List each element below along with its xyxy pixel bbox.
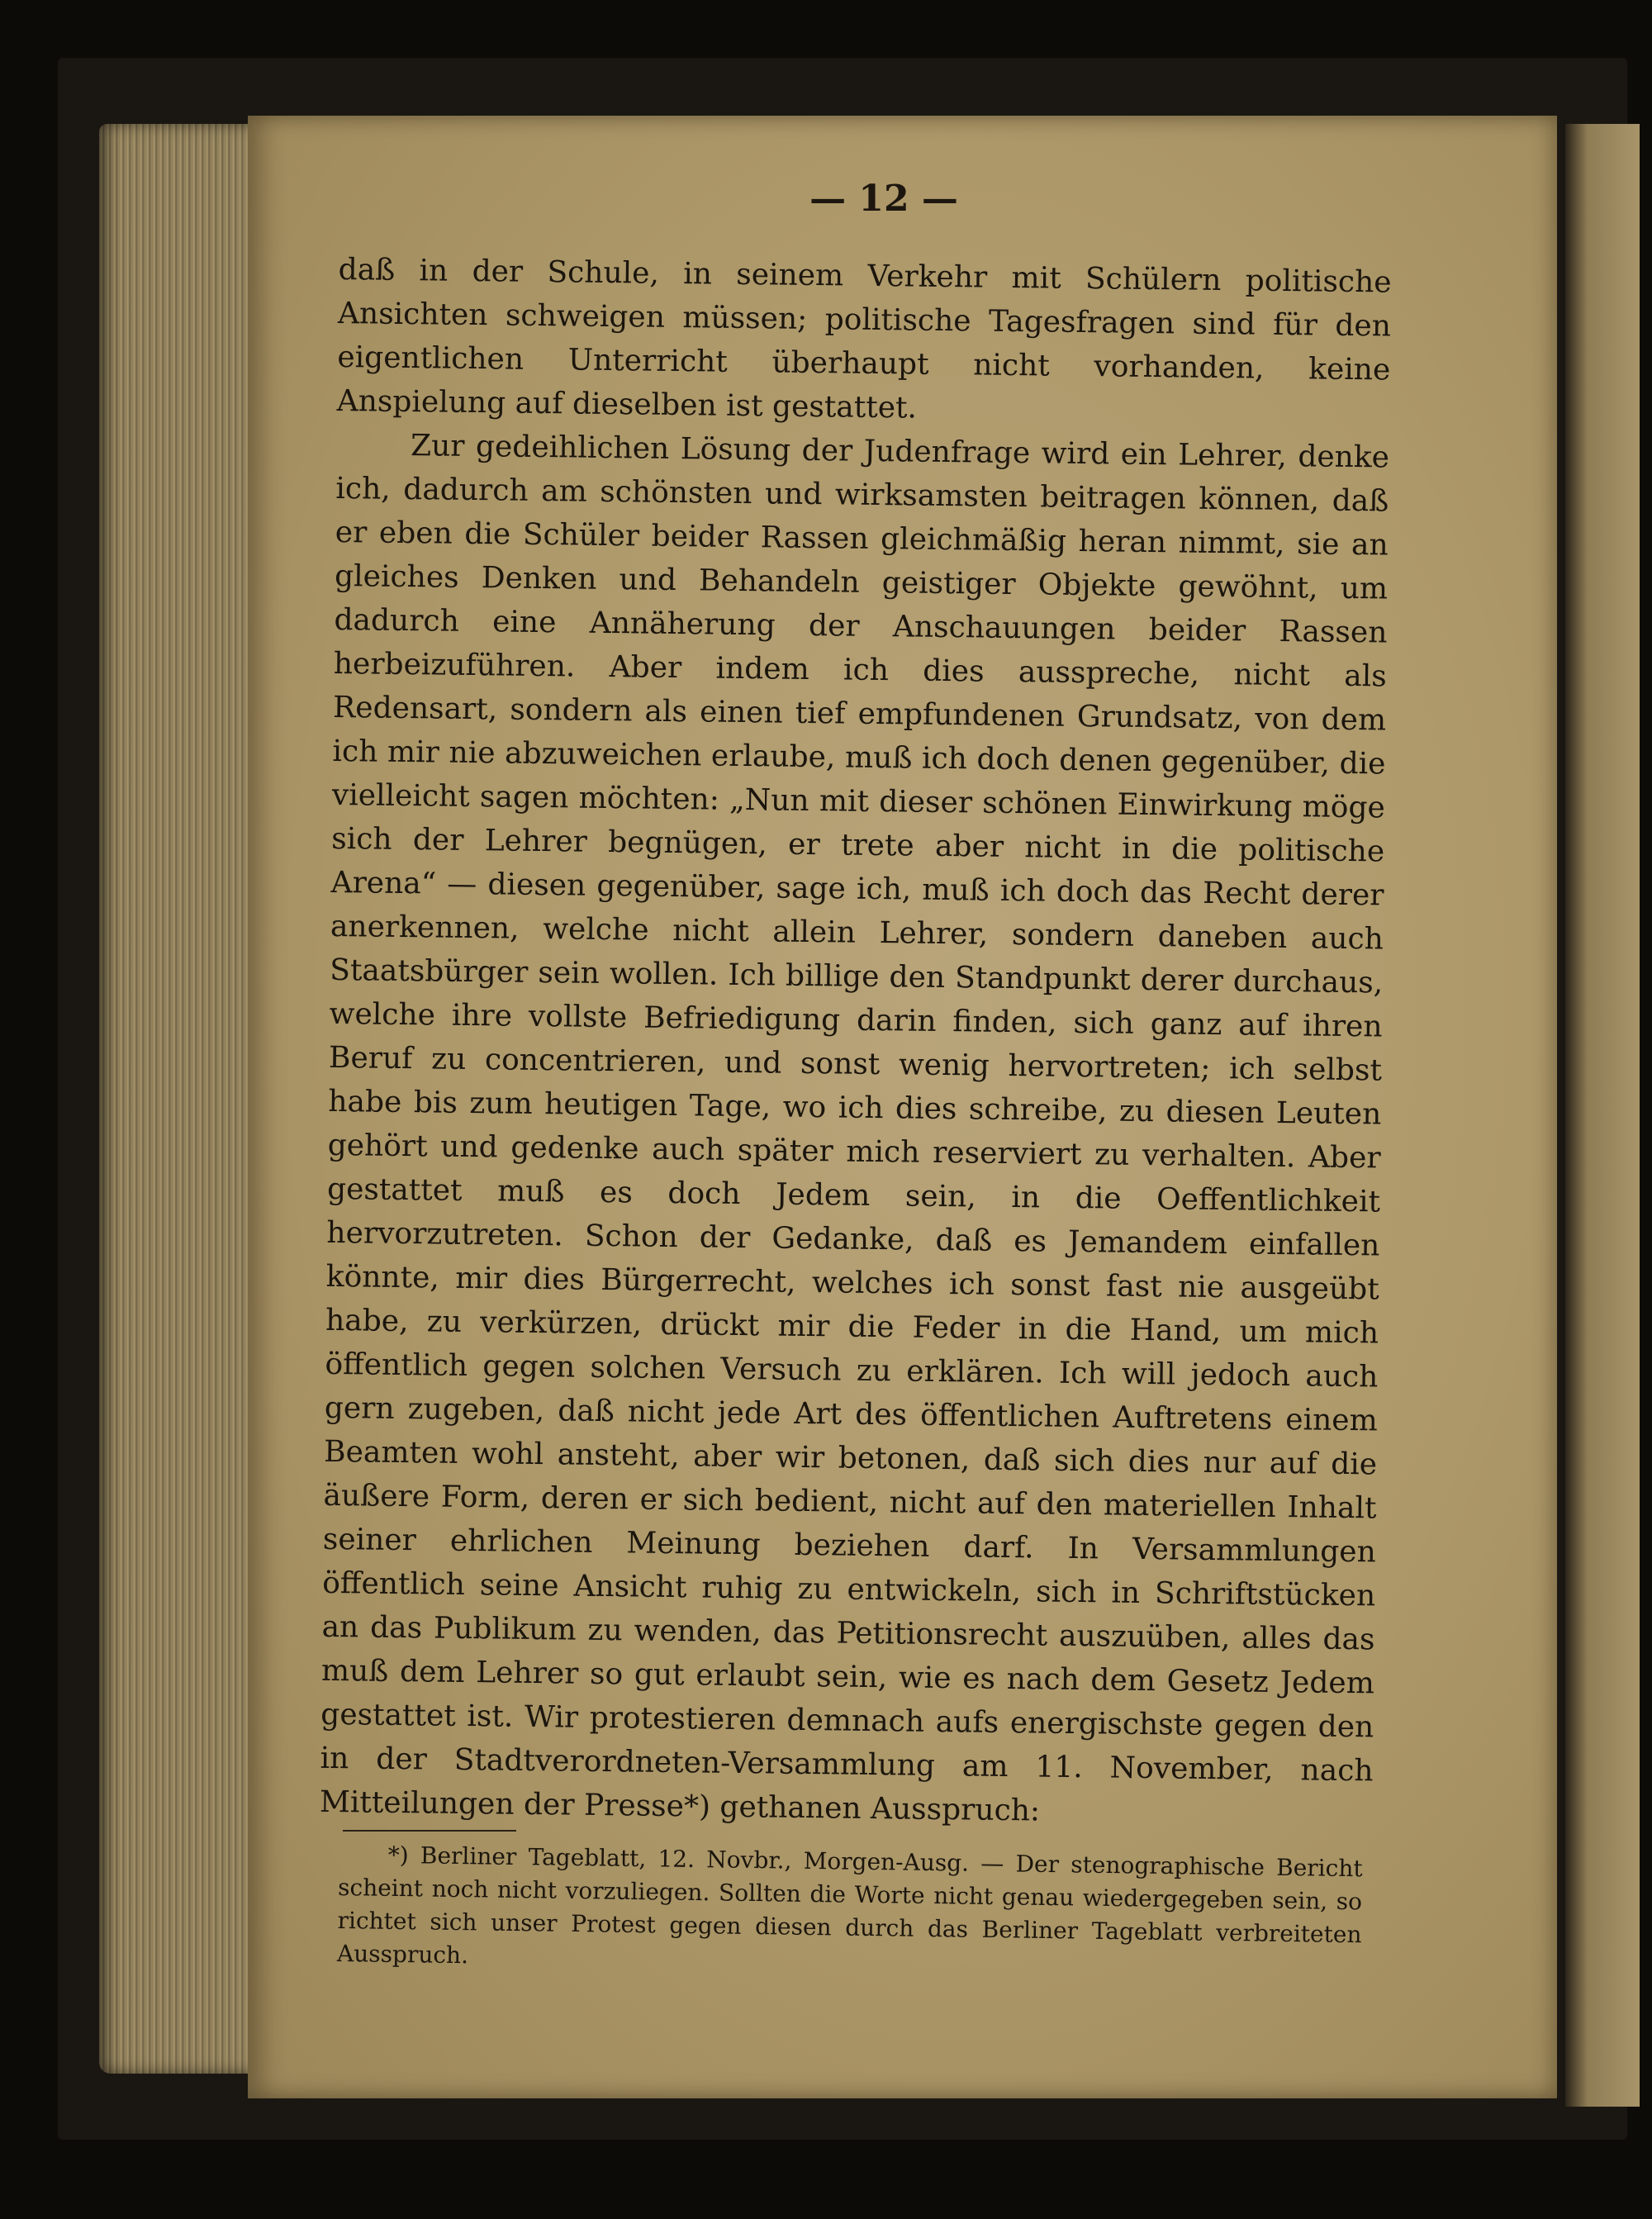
- next-page-edge: [1565, 124, 1640, 2107]
- page-number: — 12 —: [809, 178, 958, 220]
- footnote-divider: [343, 1830, 516, 1832]
- paragraph: daß in der Schule, in seinem Verkehr mit Schülern politische Ansichten schweigen müssen; politische Tagesfragen sind für den eigentlichen Unterricht überhaupt nicht vorhanden, keine Anspielung auf dieselben ist gestattet.: [336, 252, 1392, 425]
- footnote: *) Berliner Tageblatt, 12. Novbr., Morgen-Ausg. — Der stenographische Bericht scheint noch nicht vorzuliegen. Sollten die Worte nicht genau wiedergegeben sein, so richtet sich unser Protest gegen diesen durch das Berliner Tageblatt verbreiteten Ausspruch.: [336, 1841, 1363, 1970]
- body-text: [320, 248, 1392, 1836]
- paragraph: Zur gedeihlichen Lösung der Judenfrage wird ein Lehrer, denke ich, dadurch am schönsten und wirksamsten beitragen können, daß er eben die Schüler beider Rassen gleichmäßig heran nimmt, sie an gleiches Denken und Behandeln geistiger Objekte gewöhnt, um dadurch eine Annäherung der Anschauungen beider Rassen herbeizuführen. Aber indem ich dies ausspreche, nicht als Redensart, sondern als einen tief empfundenen Grundsatz, von dem ich mir nie abzuweichen erlaube, muß ich doch denen gegenüber, die vielleicht sagen möchten: „Nun mit dieser schönen Einwirkung möge sich der Lehrer begnügen, er trete aber nicht in die politische Arena“ — diesen gegenüber, sage ich, muß ich doch das Recht derer anerkennen, welche nicht allein Lehrer, sondern daneben auch Staatsbürger sein wollen. Ich billige den Standpunkt derer durchaus, welche ihre vollste Befriedigung darin finden, sich ganz auf ihren Beruf zu concentrieren, und sonst wenig hervortreten; ich selbst habe bis zum heutigen Tage, wo ich dies schreibe, zu diesen Leuten gehört und gedenke auch später mich reserviert zu verhalten. Aber gestattet muß es doch Jedem sein, in die Oeffentlichkeit hervorzutreten. Schon der Gedanke, daß es Jemandem einfallen könnte, mir dies Bürgerrecht, welches ich sonst fast nie ausgeübt habe, zu verkürzen, drückt mir die Feder in die Hand, um mich öffentlich gegen solchen Versuch zu erklären. Ich will jedoch auch gern zugeben, daß nicht jede Art des öffentlichen Auftretens einem Beamten wohl ansteht, aber wir betonen, daß sich dies nur auf die äußere Form, deren er sich bedient, nicht auf den materiellen Inhalt seiner ehrlichen Meinung beziehen darf. In Versammlungen öffentlich seine Ansicht ruhig zu entwickeln, sich in Schriftstücken an das Publikum zu wenden, das Petitionsrecht auszuüben, alles das muß dem Lehrer so gut erlaubt sein, wie es nach dem Gesetz Jedem gestattet ist. Wir protestieren demnach aufs energischste gegen den in der Stadtverordneten-Versammlung am 11. November, nach Mitteilungen der Presse*) gethanen Ausspruch:: [319, 429, 1390, 1828]
- page-block-edges: [99, 124, 273, 2074]
